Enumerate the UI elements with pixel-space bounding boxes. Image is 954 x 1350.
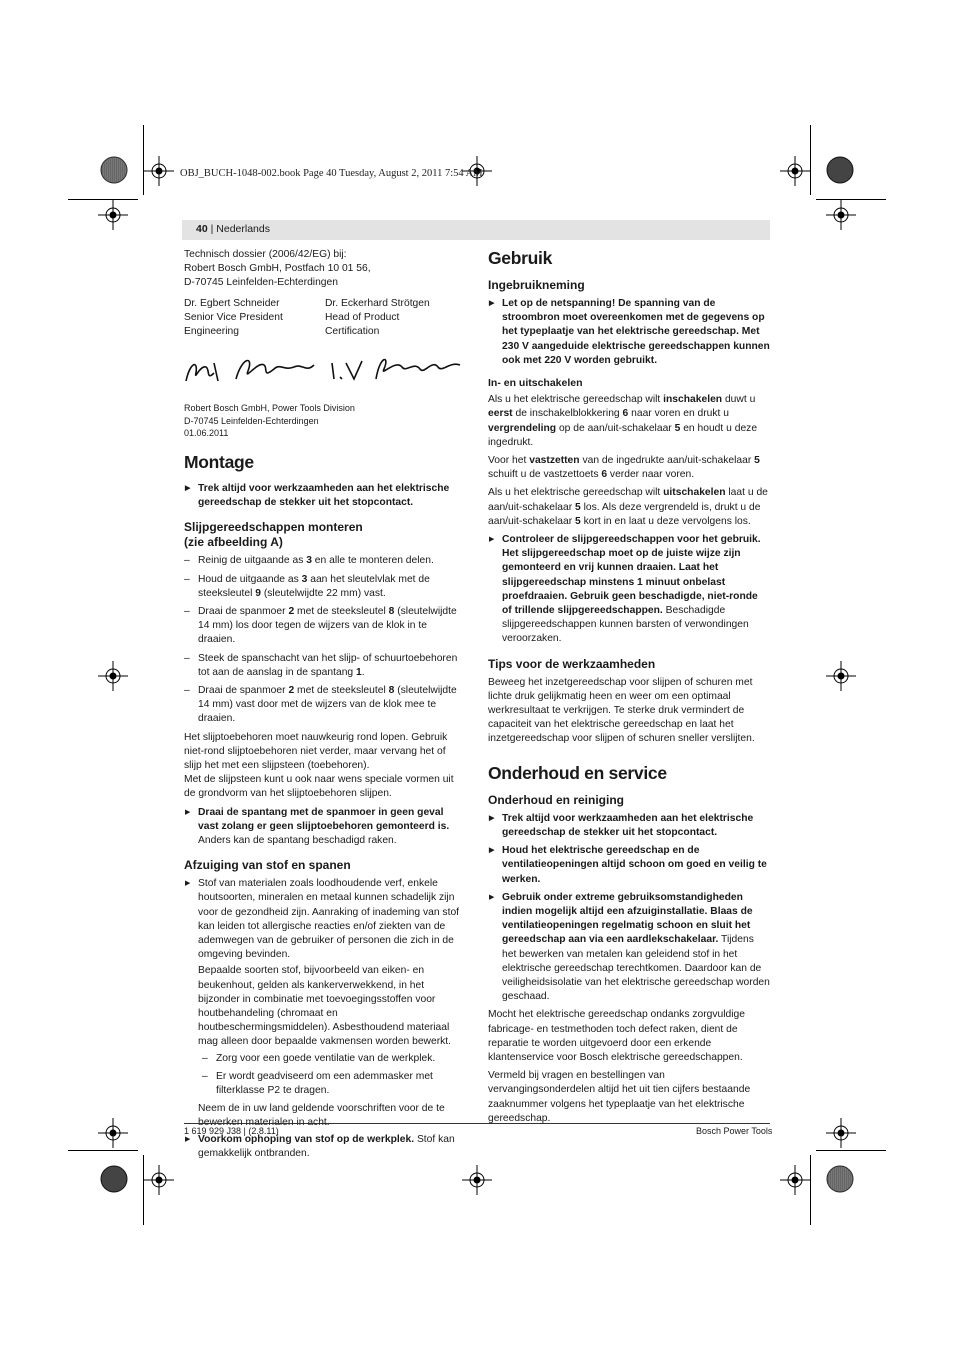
header-separator: | [210,223,214,235]
subsection-title-slijp [184,520,466,550]
warning-bullet: ▶ Trek altijd voor werkzaamheden aan het elektrische gereedschap de stekker uit het stopcontact. [184,482,466,510]
registration-crosshair-icon [780,1165,810,1195]
company-date: 01.06.2011 [184,428,229,439]
signer-name: Dr. Eckerhard Strötgen [325,297,430,309]
registration-crosshair-icon [462,1165,492,1195]
paragraph: Voor het vastzetten van de ingedrukte aan/uit-schakelaar 5 schuift u de vastzettoets 6 verder naar voren. [488,455,760,481]
warning-bullet: ▶ Houd het elektrische gereedschap en de ventilatieopeningen altijd schoon om goed en veilig te werken. [488,844,770,887]
registration-crosshair-icon [780,156,810,186]
signers [184,297,466,340]
registration-crosshair-icon [98,1118,128,1148]
registration-crosshair-icon [144,156,174,186]
subsection-title-stof: Afzuiging van stof en spanen [184,858,351,873]
footer-brand: Bosch Power Tools [696,1126,773,1136]
signer-dept: Engineering [184,326,239,338]
crop-mark [810,1155,811,1225]
color-wheel-icon [100,156,128,184]
company-line: D-70745 Leinfelden-Echterdingen [184,415,319,426]
company-block [184,402,466,440]
list-item: – Houd de uitgaande as 3 aan het sleutelvlak met de steeksleutel 9 (sleutelwijdte 22 mm) vast. [184,573,466,601]
registration-crosshair-icon [826,661,856,691]
warning-bullet: ▶ Gebruik onder extreme gebruiksomstandigheden indien mogelijk altijd een afzuiginstallatie. Blaas de ventilatieopeningen regelmatig schoon en sluit het gereedschap aan via een aardlekschakelaar. Tijdens het bewerken van metalen kan geleidend stof in het elektrische gereedschap terechtkomen. Daardoor kan de veiligheidsisolatie van het elektrische gereedschap worden geschaad. [488,891,770,1005]
signer-title: Head of Product [325,311,400,323]
registration-crosshair-icon [826,200,856,230]
company-line: Robert Bosch GmbH, Power Tools Division [184,403,355,414]
warning-bullet: ▶ Let op de netspanning! De spanning van de stroombron moet overeenkomen met de gegevens op het typeplaatje van het elektrische gereedschap. Met 230 V aangeduide elektrische gereedschappen kunnen ook met 220 V worden gebruikt. [488,297,770,368]
paragraph: Vermeld bij vragen en bestellingen van vervangingsonderdelen altijd het uit tien cijfers bestaande zaaknummer volgens het typeplaatje van het elektrische gereedschap. [488,1070,751,1124]
header-language: Nederlands [216,223,270,235]
dossier-line: Robert Bosch GmbH, Postfach 10 01 56, [184,263,371,275]
sub-list-item: – Zorg voor een goede ventilatie van de werkplek. [184,1052,466,1066]
info-bullet: ▶ Stof van materialen zoals loodhoudende verf, enkele houtsoorten, mineralen en metaal kunnen schadelijk zijn voor de gezondheid zijn. Aanraking of inademing van stof kan leiden tot allergische reacties en/of ziekten van de ademwegen van de gebruiker of personen die zich in de omgeving bevinden. [184,877,466,962]
right-column [488,248,770,1130]
signer-name: Dr. Egbert Schneider [184,297,280,309]
warning-bullet: ▶ Draai de spantang met de spanmoer in geen geval vast zolang er geen slijptoebehoren gemonteerd is. Anders kan de spantang beschadigd raken. [184,806,466,849]
crop-mark [68,1150,138,1151]
footer-doc-number: 1 619 929 J38 | (2.8.11) [184,1126,279,1136]
paragraph: Als u het elektrische gereedschap wilt uitschakelen laat u de aan/uit-schakelaar 5 los. Als deze vergrendeld is, drukt u de aan/uit-schakelaar 5 kort in en laat u deze vervolgens los. [488,487,768,527]
signer-title: Senior Vice President [184,311,283,323]
registration-crosshair-icon [144,1165,174,1195]
crop-mark [810,125,811,195]
warning-bullet: ▶ Controleer de slijpgereedschappen voor het gebruik. Het slijpgereedschap moet op de juiste wijze zijn gemonteerd en vrij kunnen draaien. Laat het slijpgereedschap minstens 1 minuut onbelast proefdraaien. Gebruik geen beschadigde, niet-ronde of trillende slijpgereedschappen. Beschadigde slijpgereedschappen kunnen barsten of verwondingen veroorzaken. [488,533,770,647]
section-title-montage: Montage [184,451,254,472]
list-item: – Draai de spanmoer 2 met de steeksleutel 8 (sleutelwijdte 14 mm) los door tegen de wijzers van de klok in te draaien. [184,605,466,648]
subsection-title-ingebruik: Ingebruikneming [488,278,585,292]
subsection-title-reiniging: Onderhoud en reiniging [488,792,624,807]
paragraph: Mocht het elektrische gereedschap ondanks zorgvuldige fabricage- en testmethoden toch defect raken, dient de reparatie te worden uitgevoerd door een erkende klantenservice voor Bosch elektrische gereedschappen. [488,1009,746,1063]
subsection-title-line: Slijpgereedschappen monteren [184,520,363,535]
paragraph: Met de slijpsteen kunt u ook naar wens speciale vormen uit de grondvorm van het slijptoebehoren slijpen. [184,774,454,800]
print-header: OBJ_BUCH-1048-002.book Page 40 Tuesday, August 2, 2011 7:54 AM [180,168,483,179]
dossier-block [184,248,466,291]
signer-dept: Certification [325,326,380,338]
warning-bullet: ▶ Voorkom ophoping van stof op de werkplek. Stof kan gemakkelijk ontbranden. [184,1133,466,1161]
paragraph: Als u het elektrische gereedschap wilt inschakelen duwt u eerst de inschakelblokkering 6 naar voren en drukt u vergrendeling op de aan/uit-schakelaar 5 en houdt u deze ingedrukt. [488,394,758,448]
footer-divider [184,1123,770,1124]
paragraph: Bepaalde soorten stof, bijvoorbeeld van eiken- en beukenhout, gelden als kankerverwekkend, in het bijzonder in combinatie met toevoegingsstoffen voor houtbehandeling (chromaat en houtbeschermingsmiddelen). Asbesthoudend materiaal mag alleen door bepaalde vakmensen worden bewerkt. [198,965,452,1048]
subsection-title-inuit: In- en uitschakelen [488,377,583,390]
page-header [196,223,270,235]
left-column [184,248,466,1165]
subsection-title-tips: Tips voor de werkzaamheden [488,656,656,671]
registration-crosshair-icon [98,200,128,230]
paragraph: Het slijptoebehoren moet nauwkeurig rond lopen. Gebruik niet-rond slijptoebehoren niet verder, maar vervang het of slijp het met een slijpsteen (toebehoren). [184,731,448,771]
registration-crosshair-icon [826,1118,856,1148]
signer-1 [184,297,325,340]
paragraph: Neem de in uw land geldende voorschriften voor de te bewerken materialen in acht. [198,1103,445,1129]
page-header-bar [182,220,770,240]
list-item: – Reinig de uitgaande as 3 en alle te monteren delen. [184,554,466,568]
list-item: – Steek de spanschacht van het slijp- of schuurtoebehoren tot aan de aanslag in de spantang 1. [184,652,466,680]
list-item: – Draai de spanmoer 2 met de steeksleutel 8 (sleutelwijdte 14 mm) vast door met de wijzers van de klok mee te draaien. [184,684,466,727]
subsection-title-line: (zie afbeelding A) [184,535,283,550]
warning-bullet: ▶ Trek altijd voor werkzaamheden aan het elektrische gereedschap de stekker uit het stopcontact. [488,812,770,840]
sub-list-item: – Er wordt geadviseerd om een ademmasker met filterklasse P2 te dragen. [184,1070,466,1098]
paragraph: Beweeg het inzetgereedschap voor slijpen of schuren met lichte druk gelijkmatig heen en weer om een optimaal werkresultaat te verkrijgen. Te sterke druk vermindert de capaciteit van het elektrische gereedschap en laat het inzetgereedschap voor slijpen of schuren sneller verslijten. [488,676,755,745]
color-wheel-icon [826,1165,854,1193]
dossier-line: D-70745 Leinfelden-Echterdingen [184,277,338,289]
page-number: 40 [196,223,208,235]
section-title-gebruik: Gebruik [488,248,553,268]
registration-crosshair-icon [98,661,128,691]
dossier-line: Technisch dossier (2006/42/EG) bij: [184,249,347,260]
color-wheel-icon [100,1165,128,1193]
color-wheel-icon [826,156,854,184]
section-title-onderhoud: Onderhoud en service [488,762,667,783]
signer-2 [325,297,466,340]
handwritten-signature-icon [184,351,466,387]
crop-mark [816,1150,886,1151]
